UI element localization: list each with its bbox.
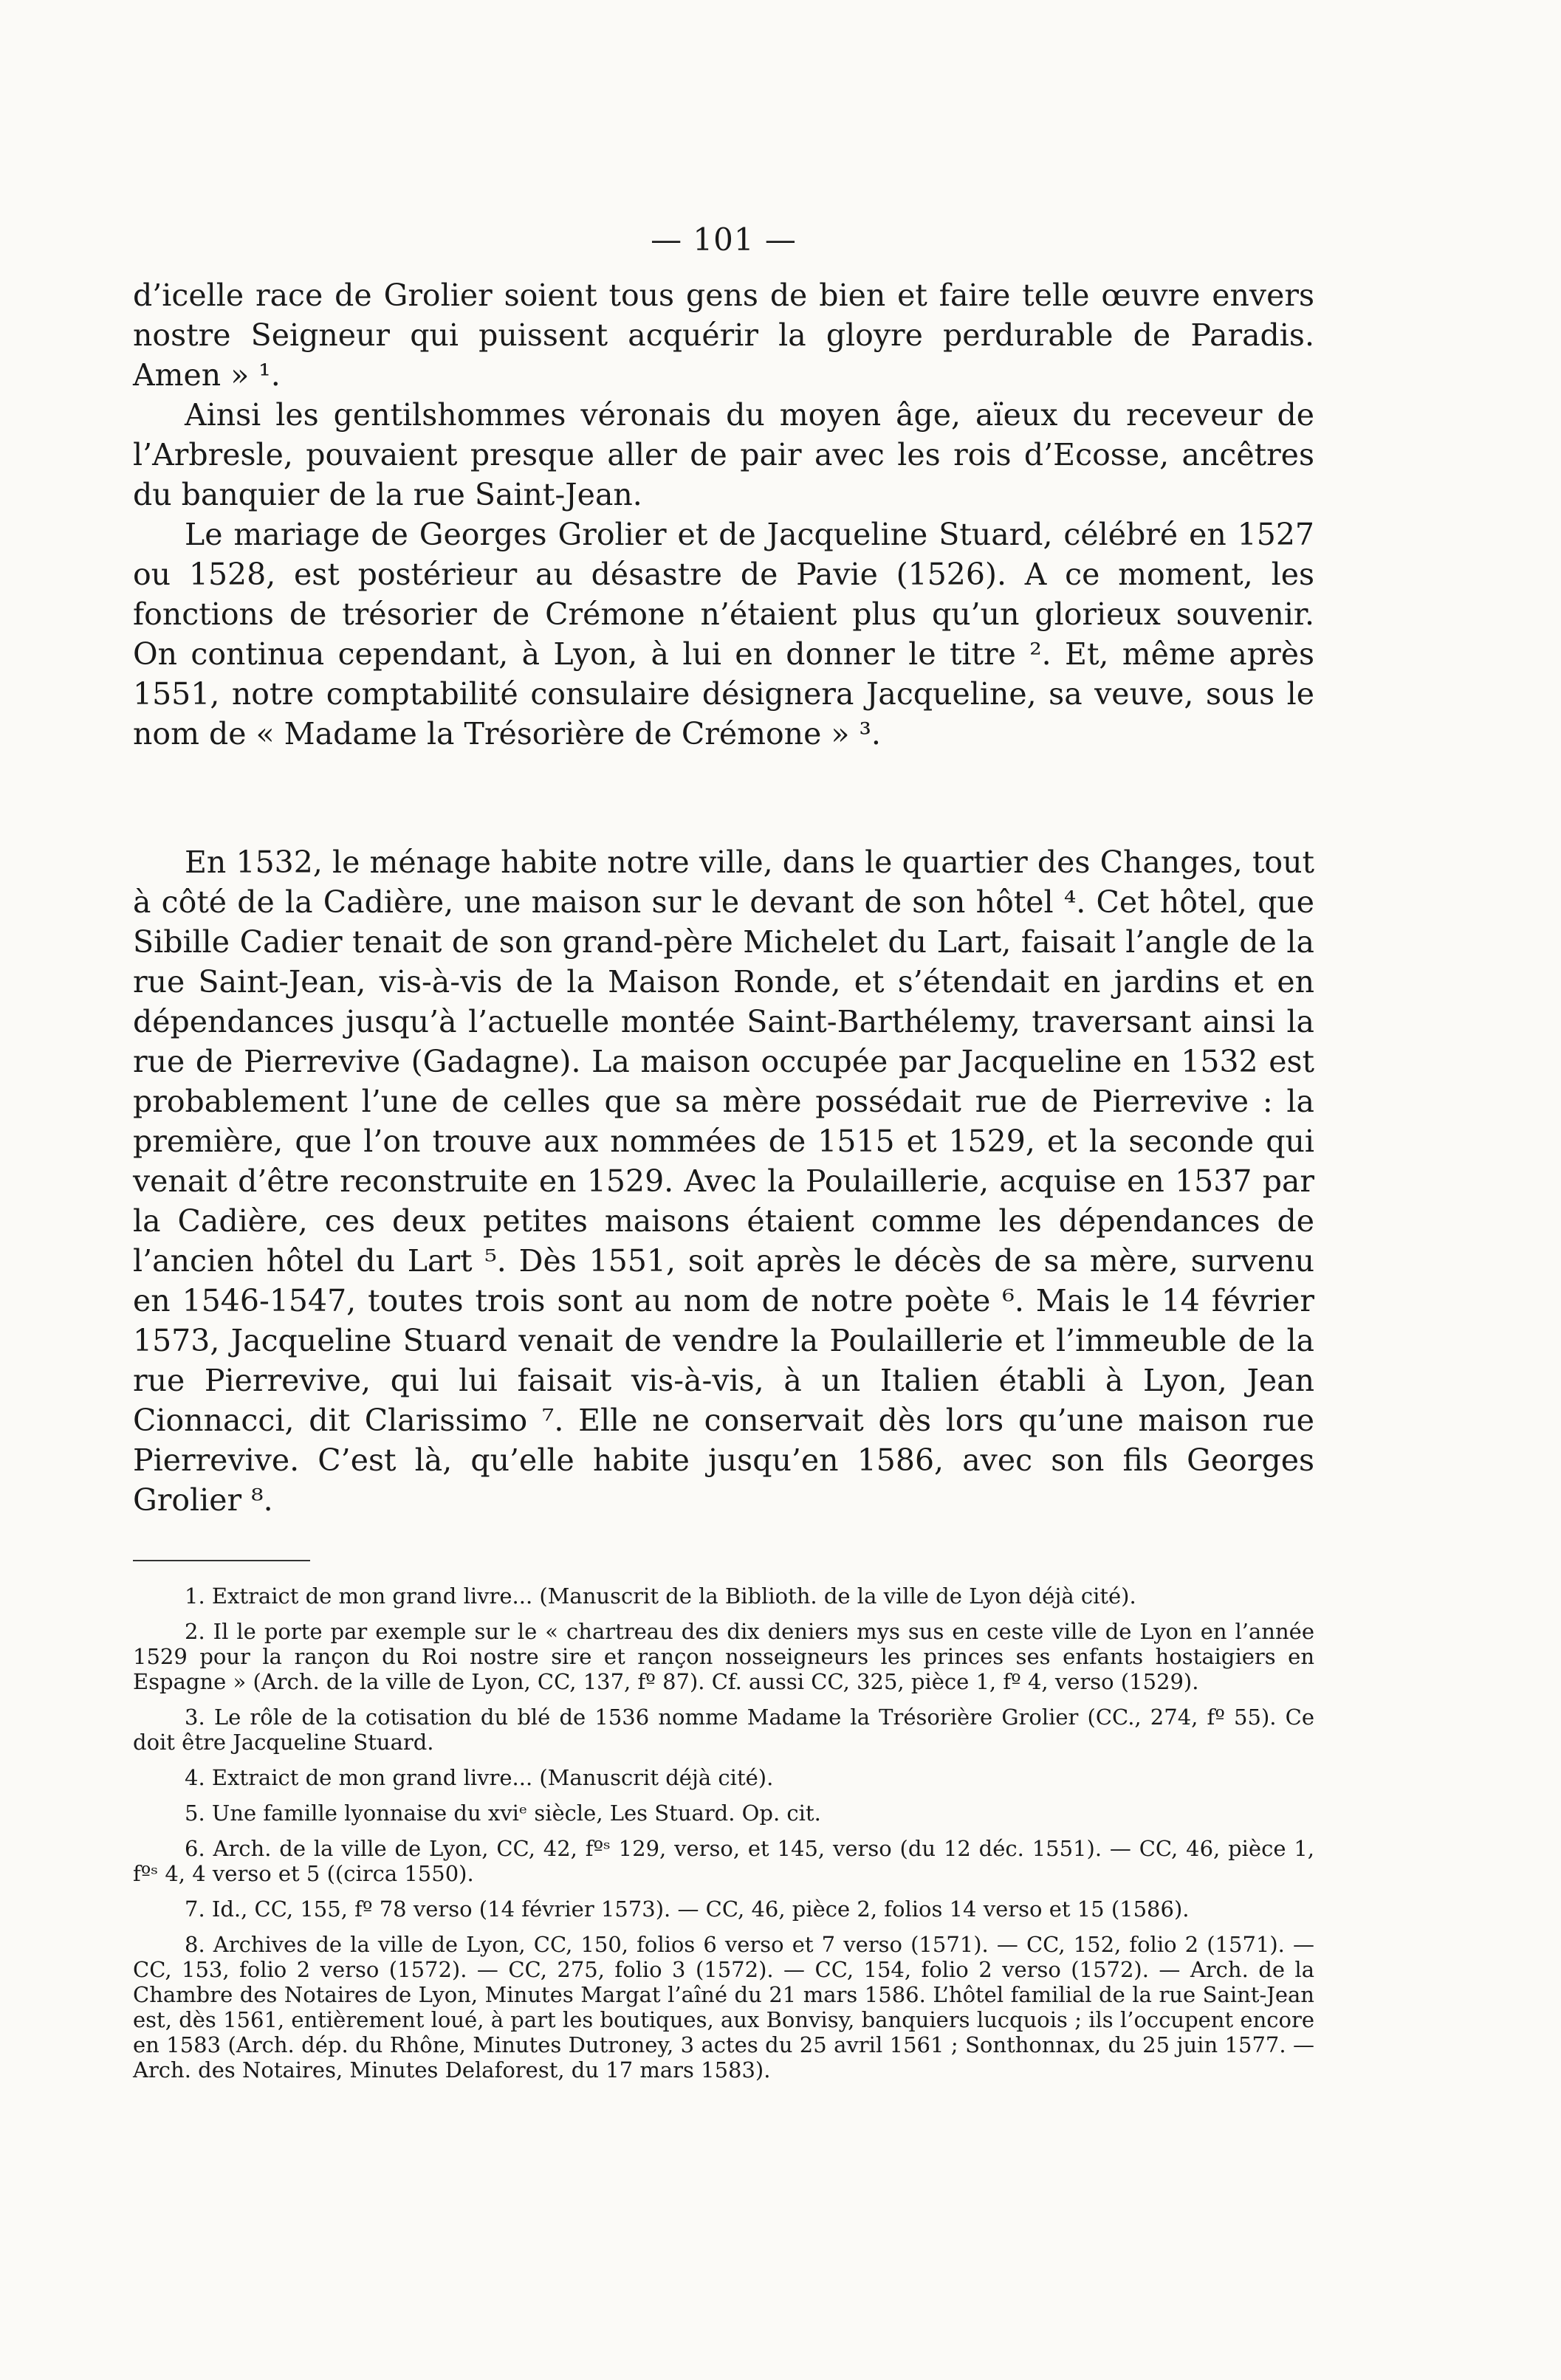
paragraph-menage: En 1532, le ménage habite notre ville, dans le quartier des Changes, tout à côté de la Cadière, une maison sur le devant de son hôtel ⁴. Cet hôtel, que Sibille Cadier tenait de son grand-père Michelet du Lart, faisait l’angle de la rue Saint-Jean, vis-à-vis de la Maison Ronde, et s’étendait en jardins et en dépendances jusqu’à l’actuelle montée Saint-Barthélemy, traversant ainsi la rue de Pierrevive (Gadagne). La maison occupée par Jacqueline en 1532 est probablement l’une de celles que sa mère possédait rue de Pierrevive : la première, que l’on trouve aux nommées de 1515 et 1529, et la seconde qui venait d’être reconstruite en 1529. Avec la Poulaillerie, acquise en 1537 par la Cadière, ces deux petites maisons étaient comme les dépendances de l’ancien hôtel du Lart ⁵. Dès 1551, soit après le décès de sa mère, survenu en 1546-1547, toutes trois sont au nom de notre poète ⁶. Mais le 14 février 1573, Jacqueline Stuard venait de vendre la Poulaillerie et l’immeuble de la rue Pierrevive, qui lui faisait vis-à-vis, à un Italien établi à Lyon, Jean Cionnacci, dit Clarissimo ⁷. Elle ne conservait dès lors qu’une maison rue Pierrevive. C’est là, qu’elle habite jusqu’en 1586, avec son fils Georges Grolier ⁸. [133,845,1314,1518]
footnote: 7. Id., CC, 155, fº 78 verso (14 février 1573). — CC, 46, pièce 2, folios 14 verso et 15 (1586). [185,1896,1190,1922]
footnote: 1. Extraict de mon grand livre... (Manuscrit de la Biblioth. de la ville de Lyon déjà cité). [185,1583,1136,1609]
footnote: 8. Archives de la ville de Lyon, CC, 150, folios 6 verso et 7 verso (1571). — CC, 152, folio 2 (1571). — CC, 153, folio 2 verso (1572). — CC, 275, folio 3 (1572). — CC, 154, folio 2 verso (1572). — Arch. de la Chambre des Notaires de Lyon, Minutes Margat l’aîné du 21 mars 1586. L’hôtel familial de la rue Saint-Jean est, dès 1561, entièrement loué, à part les boutiques, aux Bonvisy, banquiers lucquois ; ils l’occupent encore en 1583 (Arch. dép. du Rhône, Minutes Dutroney, 3 actes du 25 avril 1561 ; Sonthonnax, du 25 juin 1577. — Arch. des Notaires, Minutes Delaforest, du 17 mars 1583). [133,1932,1314,2082]
footnote: 3. Le rôle de la cotisation du blé de 1536 nomme Madame la Trésorière Grolier (CC., 274, fº 55). Ce doit être Jacqueline Stuard. [133,1705,1314,1755]
paragraph-continuation: d’icelle race de Grolier soient tous gens de bien et faire telle œuvre envers nostre Seigneur qui puissent acquérir la gloyre perdurable de Paradis. Amen » ¹. [133,278,1314,393]
footnote: 5. Une famille lyonnaise du xviᵉ siècle, Les Stuard. Op. cit. [185,1801,821,1826]
page-number: — 101 — [651,221,797,258]
paragraph-mariage: Le mariage de Georges Grolier et de Jacqueline Stuard, célébré en 1527 ou 1528, est postérieur au désastre de Pavie (1526). A ce moment, les fonctions de trésorier de Crémone n’étaient plus qu’un glorieux souvenir. On continua cependant, à Lyon, à lui en donner le titre ². Et, même après 1551, notre comptabilité consulaire désignera Jacqueline, sa veuve, sous le nom de « Madame la Trésorière de Crémone » ³. [133,517,1314,752]
footnotes [133,1583,1314,2082]
footnote-rule [133,1560,310,1561]
document-page [133,221,1314,2093]
paragraph-gentilshommes: Ainsi les gentilshommes véronais du moyen âge, aïeux du receveur de l’Arbresle, pouvaient presque aller de pair avec les rois d’Ecosse, ancêtres du banquier de la rue Saint-Jean. [133,397,1314,512]
footnote: 2. Il le porte par exemple sur le « chartreau des dix deniers mys sus en ceste ville de Lyon en l’année 1529 pour la rançon du Roi nostre sire et rançon nosseigneurs les princes ses enfants hostaigiers en Espagne » (Arch. de la ville de Lyon, CC, 137, fº 87). Cf. aussi CC, 325, pièce 1, fº 4, verso (1529). [133,1619,1314,1694]
footnote: 6. Arch. de la ville de Lyon, CC, 42, fºˢ 129, verso, et 145, verso (du 12 déc. 1551). — CC, 46, pièce 1, fºˢ 4, 4 verso et 5 ((circa 1550). [133,1836,1314,1886]
section-gap [133,754,1314,842]
footnote: 4. Extraict de mon grand livre... (Manuscrit déjà cité). [185,1765,774,1790]
